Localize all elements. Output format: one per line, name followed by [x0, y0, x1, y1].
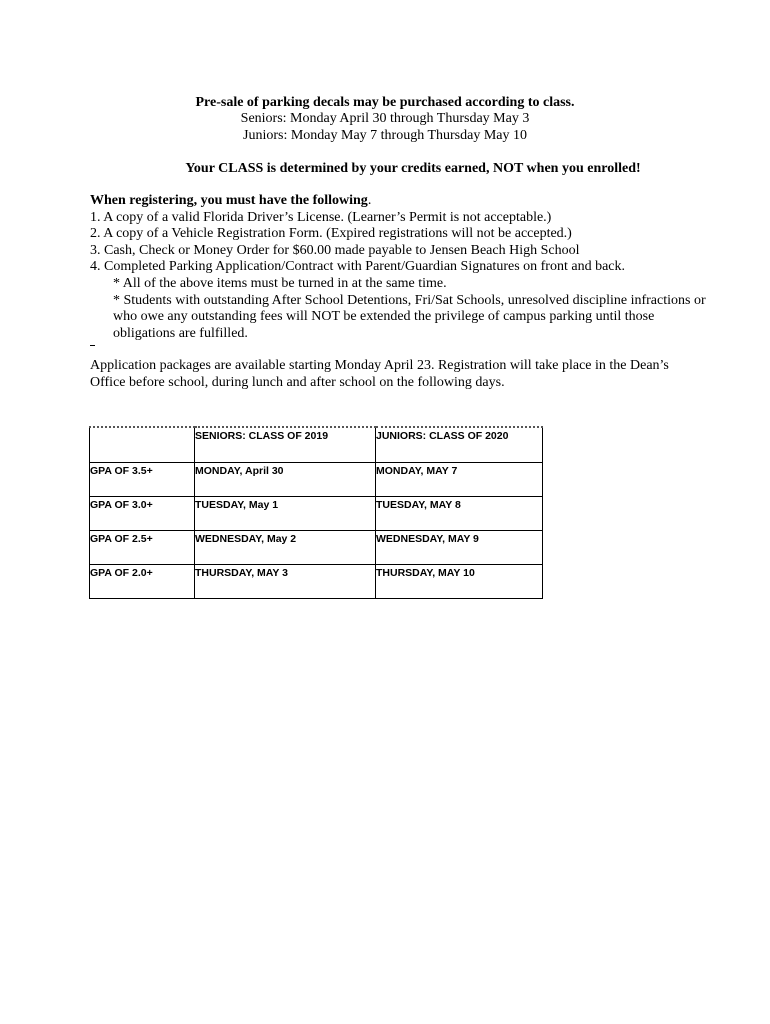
- requirements-section: [90, 193, 710, 342]
- table-cell-gpa: GPA OF 2.5+: [90, 531, 195, 565]
- table-row: [90, 497, 543, 531]
- juniors-dates: Juniors: Monday May 7 through Thursday May 10: [243, 128, 527, 143]
- requirement-note-same-time: * All of the above items must be turned in at the same time.: [113, 275, 447, 291]
- table-cell-seniors: MONDAY, April 30: [195, 463, 376, 497]
- table-row: [90, 565, 543, 599]
- table-cell-seniors: THURSDAY, MAY 3: [195, 565, 376, 599]
- requirements-heading-text: When registering, you must have the following: [90, 193, 368, 208]
- table-cell-juniors: WEDNESDAY, MAY 9: [376, 531, 543, 565]
- table-cell-gpa: GPA OF 3.0+: [90, 497, 195, 531]
- requirement-item-license: 1. A copy of a valid Florida Driver’s License. (Learner’s Permit is not acceptable.): [90, 209, 552, 225]
- requirements-heading-period: .: [367, 193, 372, 208]
- table-header-cell-juniors: JUNIORS: CLASS OF 2020: [376, 427, 543, 463]
- table-row: [90, 463, 543, 497]
- table-header-cell-seniors: SENIORS: CLASS OF 2019: [195, 427, 376, 463]
- requirement-item-application: 4. Completed Parking Application/Contract with Parent/Guardian Signatures on front and back.: [90, 259, 626, 275]
- page-title: Pre-sale of parking decals may be purchased according to class.: [195, 95, 575, 110]
- requirement-item-payment: 3. Cash, Check or Money Order for $60.00 made payable to Jensen Beach High School: [90, 242, 580, 258]
- table-header-row: [90, 427, 543, 463]
- availability-paragraph: Application packages are available starting Monday April 23. Registration will take place in the Dean’s Office before school, during lunch and after school on the following days.: [90, 358, 669, 390]
- table-cell-seniors: WEDNESDAY, May 2: [195, 531, 376, 565]
- requirement-item-registration: 2. A copy of a Vehicle Registration Form. (Expired registrations will not be accepted.): [90, 226, 572, 242]
- table-cell-gpa: GPA OF 2.0+: [90, 565, 195, 599]
- table-cell-gpa: GPA OF 3.5+: [90, 463, 195, 497]
- table-cell-juniors: TUESDAY, MAY 8: [376, 497, 543, 531]
- table-cell-juniors: THURSDAY, MAY 10: [376, 565, 543, 599]
- table-cell-seniors: TUESDAY, May 1: [195, 497, 376, 531]
- table-header-cell-gpa: [90, 427, 195, 463]
- registration-schedule-table: [89, 426, 543, 599]
- requirements-heading: [90, 193, 710, 210]
- class-note: Your CLASS is determined by your credits earned, NOT when you enrolled!: [185, 161, 641, 176]
- table-cell-juniors: MONDAY, MAY 7: [376, 463, 543, 497]
- requirement-note-obligations: * Students with outstanding After School Detentions, Fri/Sat Schools, unresolved discipline infractions or who owe any outstanding fees will NOT be extended the privilege of campus parking until those obligations are fulfilled.: [113, 292, 706, 341]
- seniors-dates: Seniors: Monday April 30 through Thursday May 3: [240, 111, 530, 126]
- table-row: [90, 531, 543, 565]
- dash-mark: [90, 345, 95, 346]
